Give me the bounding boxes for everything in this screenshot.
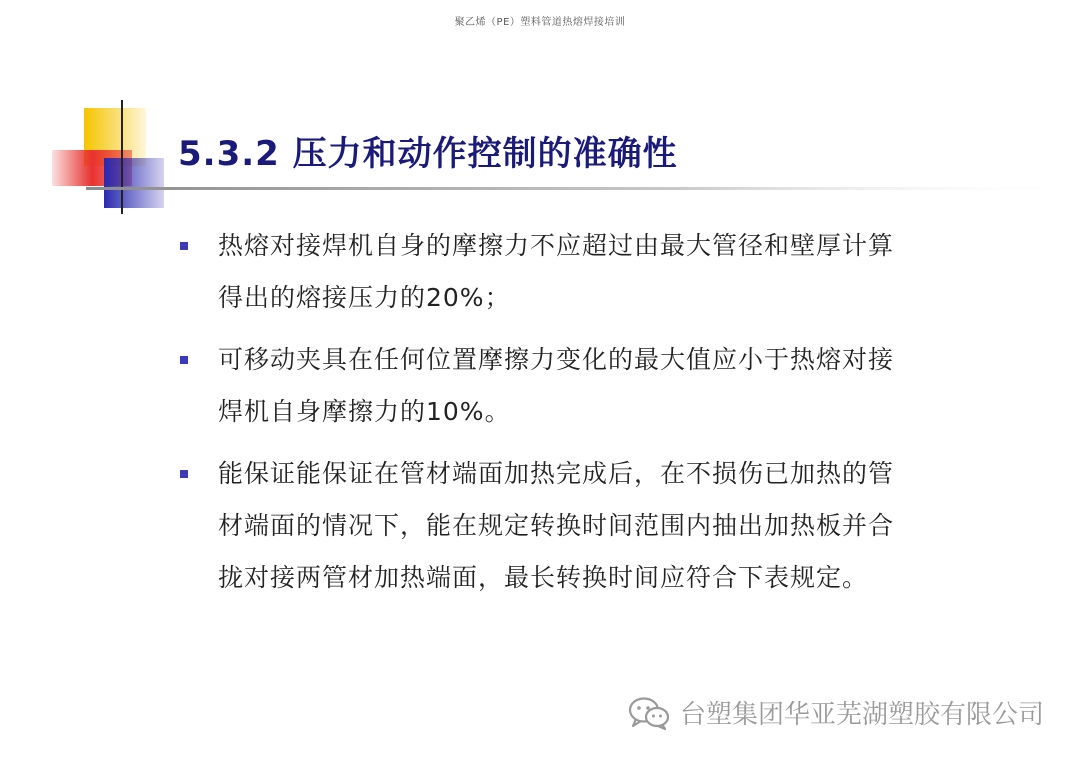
bullet-square-icon (180, 470, 188, 478)
bullet-item (178, 448, 938, 604)
bullet-square-icon (180, 356, 188, 364)
bullet-square-icon (180, 242, 188, 250)
bullet-text: 热熔对接焊机自身的摩擦力不应超过由最大管径和壁厚计算得出的熔接压力的20%； (218, 231, 895, 312)
title-decoration (0, 0, 1080, 230)
deco-horizontal-line (86, 187, 1080, 190)
bullet-text: 可移动夹具在任何位置摩擦力变化的最大值应小于热熔对接焊机自身摩擦力的10%。 (218, 345, 895, 426)
watermark-text: 台塑集团华亚芜湖塑胶有限公司 (679, 700, 1044, 730)
slide-title: 5.3.2 压力和动作控制的准确性 (178, 134, 678, 174)
bullet-text: 能保证能保证在管材端面加热完成后，在不损伤已加热的管材端面的情况下，能在规定转换时间范围内抽出加热板并合拢对接两管材加热端面，最长转换时间应符合下表规定。 (218, 459, 895, 592)
wechat-icon (628, 695, 670, 731)
deco-vertical-line (121, 100, 123, 214)
header-caption: 聚乙烯（PE）塑料管道热熔焊接培训 (454, 17, 626, 28)
bullet-item (178, 334, 938, 438)
bullet-item (178, 220, 938, 324)
watermark (628, 694, 1044, 731)
bullet-list (178, 220, 938, 614)
deco-blue-square (104, 158, 164, 208)
